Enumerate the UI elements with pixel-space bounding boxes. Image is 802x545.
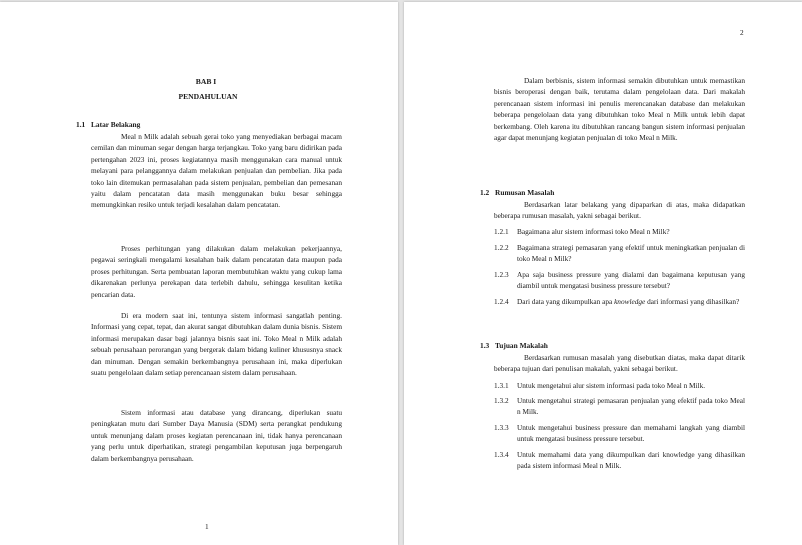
list-item-number: 1.2.2 [494, 243, 509, 252]
list-item-text: Untuk memahami data yang dikumpulkan dari knowledge yang dihasilkan pada sistem informasi Meal n Milk. [517, 450, 745, 471]
paragraph-2: Proses perhitungan yang dilakukan dalam melakukan pekerjaannya, pegawai seringkali mengalami kesalahan baik dalam pencatatan data maupun pada proses perhitungan. Serta pembuatan laporan membutuhkan waktu yang cukup lama dikarenakan perlunya perekapan data terlebih dahulu, sehingga kesulitan ketika pencarian data. [91, 244, 342, 299]
list-item-number: 1.2.3 [494, 270, 509, 279]
paragraph-3: Di era modern saat ini, tentunya sistem informasi sangatlah penting. Informasi yang cepat, tepat, dan akurat sangat dibutuhkan dalam dunia bisnis. Sistem informasi merupakan dasar bagi jalannya bisnis saat ini. Toko Meal n Milk adalah sebuah perusahaan perorangan yang bergerak dalam bidang kuliner khususnya snack dan minuman. Dengan semakin berkembangnya perusahaan ini, maka diperlukan suatu pengelolaan dalam setiap perencanaan sistem dalam perusahaan. [91, 311, 342, 378]
list-item-text: Bagaimana alur sistem informasi toko Meal n Milk? [517, 227, 670, 236]
list-item-text-italic: knowledge [614, 297, 646, 306]
list-item-number: 1.3.3 [494, 423, 509, 432]
list-item-number: 1.3.2 [494, 396, 509, 405]
section-title-tujuan-makalah: Tujuan Makalah [495, 341, 548, 350]
section-number-1-1: 1.1 [76, 120, 86, 129]
paragraph-1: Meal n Milk adalah sebuah gerai toko yang menyediakan berbagai macam cemilan dan minuman segar dengan harga terjangkau. Toko yang baru didirikan pada pertengahan 2023 ini, proses kegiatannya masih menggunakan cara manual untuk melayani para pelanggannya dalam melakukan penjualan dan pembelian. Jika pada toko lain ditemukan permasalahan pada sistem penjualan, pembelian dan pemesanan yaitu dalam pencatatan data masih menggunakan buku besar sehingga memungkinkan resiko untuk terjadi kesalahan dalam pencatatan. [91, 132, 342, 210]
tujuan-intro: Berdasarkan rumusan masalah yang disebutkan diatas, maka dapat ditarik beberapa tujuan dari penulisan makalah, yakni sebagai berikut. [494, 353, 745, 374]
intro-paragraph: Dalam berbisnis, sistem informasi semakin dibutuhkan untuk memastikan bisnis beroperasi dengan baik, terutama dalam pengelolaan data. Dari makalah perencanaan sistem informasi ini penulis merencanakan database dan melakukan beberapa pengelolaan data yang dibutuhkan toko Meal n Milk untuk lebih dapat berkembang. Oleh karena itu dibutuhkan rancang bangun sistem informasi penjualan agar dapat menunjang kegiatan penjualan di toko Meal n Milk. [494, 76, 745, 143]
section-title-latar-belakang: Latar Belakang [91, 120, 141, 129]
list-item-text: Untuk mengetahui strategi pemasaran penjualan yang efektif pada toko Meal n Milk. [517, 396, 745, 417]
list-item-number: 1.3.4 [494, 450, 509, 459]
list-item-text: Bagaimana strategi pemasaran yang efektif untuk meningkatkan penjualan di toko Meal n Milk? [517, 243, 745, 264]
chapter-title: PENDAHULUAN [178, 92, 238, 101]
list-item-text: Apa saja business pressure yang dialami dan bagaimana keputusan yang diambil untuk mengatasi business pressure tersebut? [517, 270, 745, 291]
paragraph-4: Sistem informasi atau database yang dirancang, diperlukan suatu peningkatan mutu dari Sumber Daya Manusia (SDM) serta perangkat pendukung untuk menunjang dalam proses kegiatan perencanaan ini, tidak hanya perencanaan yang perlu untuk diperhatikan, strategi pengambilan keputusan juga berpengaruh dalam berkembangnya perusahaan. [91, 408, 342, 463]
list-item-text: Untuk mengetahui business pressure dan memahami langkah yang diambil untuk mengatasi business pressure tersebut. [517, 423, 745, 444]
rumusan-intro: Berdasarkan latar belakang yang dipaparkan di atas, maka didapatkan beberapa rumusan masalah, yakni sebagai berikut. [494, 200, 745, 221]
list-item-text: Untuk mengetahui alur sistem informasi pada toko Meal n Milk. [517, 381, 706, 390]
section-number-1-3: 1.3 [480, 341, 490, 350]
list-item-number: 1.3.1 [494, 381, 509, 390]
chapter-label: BAB I [195, 77, 217, 86]
list-item-text-after: dari informasi yang dihasilkan? [647, 297, 740, 306]
section-number-1-2: 1.2 [480, 188, 490, 197]
list-item-number: 1.2.4 [494, 297, 509, 306]
section-title-rumusan-masalah: Rumusan Masalah [495, 188, 555, 197]
page-number: 2 [740, 28, 744, 37]
list-item-text [517, 296, 745, 307]
document-page-1 [0, 2, 398, 545]
page-number: 1 [205, 522, 209, 531]
list-item-text-before: Dari data yang dikumpulkan apa [517, 297, 613, 306]
list-item-number: 1.2.1 [494, 227, 509, 236]
document-page-2 [404, 2, 802, 545]
